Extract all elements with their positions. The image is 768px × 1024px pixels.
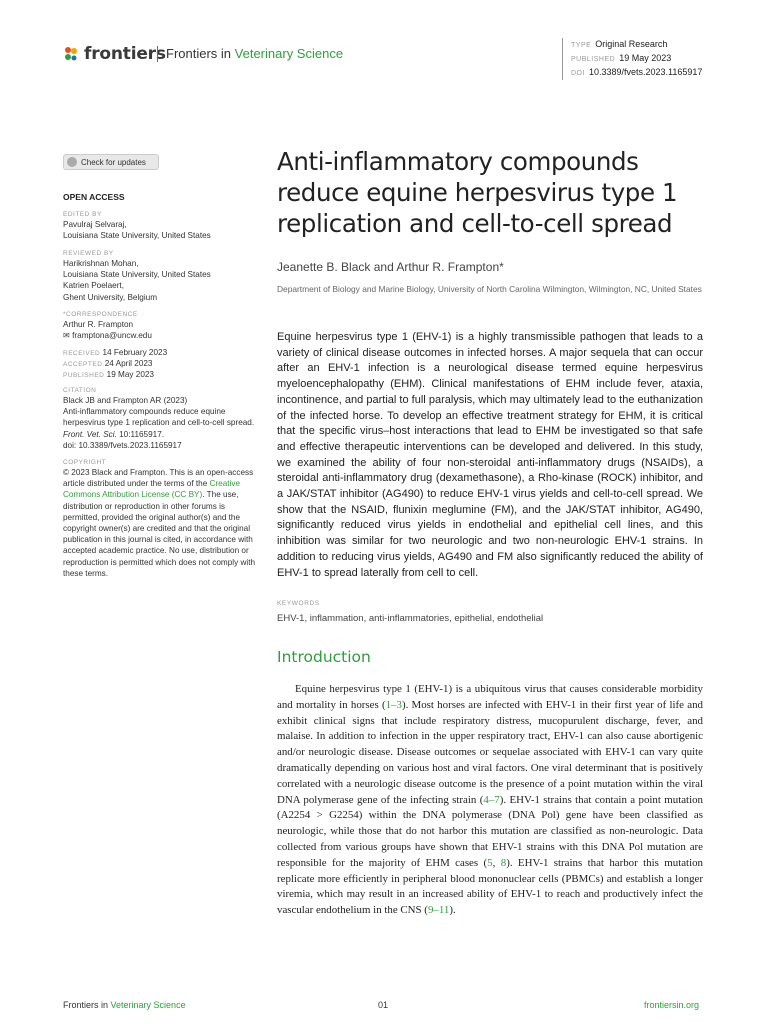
published-date: 19 May 2023: [106, 370, 154, 380]
dates-block: [63, 347, 258, 381]
author-affiliation: Department of Biology and Marine Biology, University of North Carolina Wilmington, Wilmington, NC, United States: [277, 284, 702, 294]
intro-text-1: Equine herpesvirus type 1 (EHV-1) is a ubiquitous virus that causes considerable morbidity and mortality in horses (: [277, 683, 703, 711]
type-value: Original Research: [595, 39, 668, 49]
received-label: RECEIVED: [63, 350, 101, 357]
intro-text-2: ). Most horses are infected with EHV-1 in their first year of life and exhibit clinical signs that include respiratory distress, mucopurulent discharge, fever, and malaise. In addition to infection in the upper respiratory tract, EHV-1 can also cause abortigenic and/or neurologic disease. Disease outcomes or sequelae associated with EHV-1 can vary quite dramatically depending on various host and viral factors. One viral determinant that is positively correlated with a neurologic disease outcome is the presence of a point mutation within the viral DNA polymerase gene of the infecting strain (: [277, 698, 703, 806]
citation-ref[interactable]: 1–3: [385, 698, 402, 711]
license-link[interactable]: Creative Commons Attribution License (CC BY): [63, 479, 241, 500]
citation-label: CITATION: [63, 387, 97, 394]
citation-ref[interactable]: 8: [500, 856, 507, 869]
edited-by-label: EDITED BY: [63, 211, 102, 218]
accepted-label: ACCEPTED: [63, 361, 103, 369]
copyright-text-1: © 2023 Black and Frampton. This is an open-access article distributed under the terms of the: [63, 468, 254, 489]
citation-ref[interactable]: 5: [487, 856, 493, 869]
journal-title: Veterinary Science: [234, 46, 344, 61]
published-label: PUBLISHED: [571, 56, 616, 63]
copyright-label: COPYRIGHT: [63, 459, 107, 466]
journal-prefix: Frontiers in: [166, 46, 232, 61]
frontiers-logo-icon: [63, 46, 79, 62]
footer-journal[interactable]: [63, 1000, 186, 1010]
reviewed-by-block: [63, 249, 258, 303]
copyright-text-2: . The use, distribution or reproduction in other forums is permitted, provided the original author(s) and the copyright owner(s) are credited and that the original publication in this journal is cited, in accordance with accepted academic practice. No use, distribution or reproduction is permitted which does not comply with these terms.: [63, 490, 256, 578]
editor-affiliation: Louisiana State University, United States: [63, 231, 211, 241]
journal-name[interactable]: [157, 46, 343, 62]
citation-volume: 10:1165917.: [116, 429, 165, 439]
reviewer-2-affiliation: Ghent University, Belgium: [63, 292, 158, 302]
citation-journal: Front. Vet. Sci.: [63, 429, 117, 439]
page-number: 01: [378, 1000, 389, 1010]
reviewed-by-label: REVIEWED BY: [63, 250, 114, 257]
intro-text-4: ,: [492, 856, 501, 869]
copyright-block: [63, 458, 258, 579]
introduction-body: [277, 682, 703, 919]
frontiers-logo[interactable]: [63, 44, 166, 64]
doi-label: DOI: [571, 70, 585, 77]
footer-journal-prefix: Frontiers in: [63, 1000, 109, 1010]
introduction-heading: Introduction: [277, 648, 371, 666]
intro-text-3: ). EHV-1 strains that contain a point mutation (A2254 > G2254) within the DNA polymerase (DNA Pol) gene have been classified as neurologic, while those that do not harbor this mutation are classified as non-neurologic. Data collected from various groups have shown that EHV-1 strains with this DNA Pol mutation are responsible for the majority of EHM cases (: [277, 793, 703, 869]
check-updates-label: Check for updates: [81, 157, 146, 167]
check-updates-button[interactable]: [63, 154, 159, 170]
reviewer-1-affiliation: Louisiana State University, United States: [63, 270, 211, 280]
reviewer-1-name: Harikrishnan Mohan,: [63, 259, 139, 268]
correspondence-label: *CORRESPONDENCE: [63, 311, 138, 318]
published-value: 19 May 2023: [619, 53, 672, 63]
open-access-label: OPEN ACCESS: [63, 192, 125, 202]
correspondence-email[interactable]: ✉ framptona@uncw.edu: [63, 331, 152, 341]
footer-site-link[interactable]: frontiersin.org: [644, 1000, 700, 1010]
article-meta: [562, 38, 702, 80]
introduction-paragraph: [277, 682, 703, 919]
abstract: Equine herpesvirus type 1 (EHV-1) is a highly transmissible pathogen that leads to a variety of clinical disease outcomes in infected horses. A major sequela that can occur after an EHV-1 infection is a neurological disease termed equine herpesvirus myeloencephalopathy (EHM). Clinical manifestations of EHM include fever, ataxia, incontinence, and partial to full paralysis, which may ultimately lead to the euthanization of the infected horse. To develop an effective treatment strategy for EHM, it is critical that the specific virus–host interactions that lead to EHM be investigated so that safe and effective therapeutic interventions can be developed and delivered. In this study, we examined the ability of four non-steroidal anti-inflammatory drugs (NSAIDs), a steroidal anti-inflammatory drug (dexamethasone), a Rho-kinase (ROCK) inhibitor, and a JAK/STAT inhibitor (AG490) to reduce EHV-1 virus yields and cell-to-cell spread. We show that the NSAID, flunixin meglumine (FM), and the JAK/STAT inhibitor, AG490, significantly reduced virus yields in endothelial and epithelial cell lines, and this inhibition was similar for two neurologic and two non-neurologic EHV-1 strains. In addition to reducing virus yields, AG490 and FM also significantly reduced the ability of EHV-1 to spread laterally from cell to cell.: [277, 331, 703, 579]
published-label-left: PUBLISHED: [63, 372, 105, 380]
intro-text-6: ).: [449, 904, 456, 917]
citation-authors: Black JB and Frampton AR (2023): [63, 396, 188, 405]
citation-ref[interactable]: 4–7: [483, 793, 500, 806]
article-authors: Jeanette B. Black and Arthur R. Frampton*: [277, 260, 504, 274]
citation-title: Anti-inflammatory compounds reduce equine herpesvirus type 1 replication and cell-to-cell spread.: [63, 407, 255, 428]
citation-ref[interactable]: 9–11: [427, 904, 450, 917]
keywords: EHV-1, inflammation, anti-inflammatories, epithelial, endothelial: [277, 613, 544, 624]
correspondence-block: [63, 310, 258, 341]
footer-journal-name: Veterinary Science: [110, 1000, 186, 1010]
correspondence-name: Arthur R. Frampton: [63, 320, 134, 329]
reviewer-2-name: Katrien Poelaert,: [63, 281, 124, 291]
keywords-label: KEYWORDS: [277, 600, 320, 607]
refresh-icon: [67, 157, 77, 167]
article-title: Anti-inflammatory compounds reduce equine herpesvirus type 1 replication and cell-to-cell spread: [277, 147, 678, 238]
intro-text-5: ). EHV-1 strains that harbor this mutation replicate more efficiently in peripheral blood mononuclear cells (PBMCs) and establish a longer viremia, which may result in an increased ability of EHV-1 to reach and productively infect the vascular endothelium in the CNS (: [277, 856, 703, 917]
type-label: TYPE: [571, 42, 592, 49]
brand-name: frontiers: [84, 44, 166, 64]
citation-doi[interactable]: doi: 10.3389/fvets.2023.1165917: [63, 440, 182, 450]
doi-value[interactable]: 10.3389/fvets.2023.1165917: [588, 67, 703, 77]
received-date: 14 February 2023: [102, 348, 168, 357]
editor-name: Pavulraj Selvaraj,: [63, 220, 127, 229]
edited-by-block: [63, 210, 258, 241]
accepted-date: 24 April 2023: [104, 359, 153, 369]
citation-block: [63, 386, 258, 451]
